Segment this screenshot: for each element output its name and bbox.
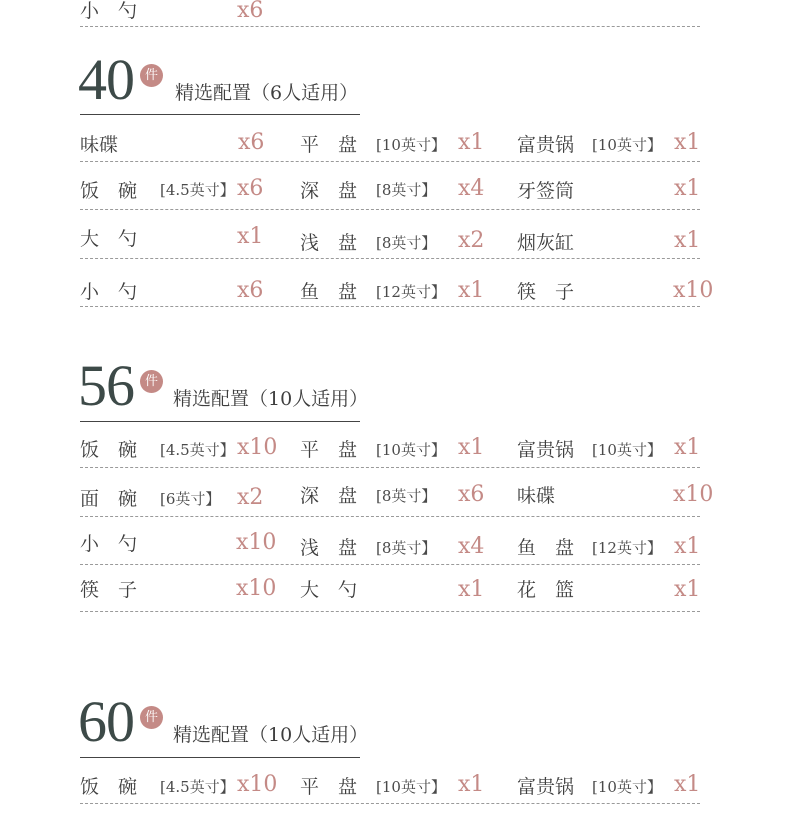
item-spec: [8英寸】 — [376, 181, 437, 199]
item-quantity: x6 — [237, 0, 264, 23]
piece-count: 56 — [78, 353, 134, 418]
section-title: 精选配置（6人适用） — [175, 82, 359, 104]
item-name: 富贵锅 — [517, 776, 575, 798]
item-name: 平 盘 — [300, 134, 358, 156]
item-quantity: x1 — [237, 224, 264, 249]
item-quantity: x4 — [458, 534, 485, 559]
item-quantity: x6 — [237, 176, 264, 201]
item-name: 深 盘 — [300, 485, 358, 507]
unit-badge: 件 — [140, 370, 163, 393]
item-quantity: x10 — [237, 435, 278, 460]
item-quantity: x2 — [458, 228, 485, 253]
item-name: 饭 碗 — [80, 439, 138, 461]
item-name: 富贵锅 — [517, 439, 575, 461]
item-quantity: x4 — [458, 176, 485, 201]
item-name: 小 勺 — [80, 533, 138, 555]
item-name: 味碟 — [80, 134, 119, 156]
item-name: 牙签筒 — [517, 180, 575, 202]
item-name: 烟灰缸 — [517, 232, 575, 254]
item-name: 味碟 — [517, 485, 556, 507]
item-spec: [12英寸】 — [376, 283, 446, 301]
piece-count: 40 — [78, 47, 134, 112]
item-spec: [10英寸】 — [376, 136, 446, 154]
item-quantity: x1 — [458, 278, 485, 303]
item-quantity: x1 — [674, 176, 701, 201]
item-name: 平 盘 — [300, 776, 358, 798]
row-divider — [80, 467, 700, 468]
item-name: 富贵锅 — [517, 134, 575, 156]
item-quantity: x2 — [237, 485, 264, 510]
item-quantity: x1 — [674, 534, 701, 559]
unit-badge: 件 — [140, 64, 163, 87]
item-name: 筷 子 — [80, 579, 138, 601]
item-name: 小 勺 — [80, 0, 138, 22]
title-underline — [80, 114, 360, 115]
item-name: 大 勺 — [80, 228, 138, 250]
item-spec: [10英寸】 — [376, 441, 446, 459]
row-divider — [80, 611, 700, 612]
item-quantity: x6 — [237, 278, 264, 303]
item-spec: [4.5英寸】 — [160, 778, 235, 796]
item-quantity: x1 — [674, 130, 701, 155]
item-quantity: x1 — [674, 435, 701, 460]
item-quantity: x6 — [238, 130, 265, 155]
row-divider — [80, 161, 700, 162]
item-spec: [10英寸】 — [376, 778, 446, 796]
item-spec: [4.5英寸】 — [160, 181, 235, 199]
item-name: 饭 碗 — [80, 776, 138, 798]
row-divider — [80, 209, 700, 210]
title-underline — [80, 757, 360, 758]
item-name: 筷 子 — [517, 281, 575, 303]
item-quantity: x1 — [458, 772, 485, 797]
item-name: 鱼 盘 — [300, 281, 358, 303]
item-name: 大 勺 — [300, 579, 358, 601]
title-underline — [80, 421, 360, 422]
item-spec: [10英寸】 — [592, 136, 662, 154]
item-quantity: x1 — [674, 772, 701, 797]
row-divider — [80, 803, 700, 804]
item-name: 面 碗 — [80, 488, 138, 510]
item-quantity: x1 — [674, 228, 701, 253]
item-name: 小 勺 — [80, 281, 138, 303]
item-spec: [8英寸】 — [376, 234, 437, 252]
item-quantity: x10 — [237, 772, 278, 797]
item-name: 鱼 盘 — [517, 537, 575, 559]
item-name: 饭 碗 — [80, 180, 138, 202]
item-spec: [8英寸】 — [376, 539, 437, 557]
item-spec: [10英寸】 — [592, 441, 662, 459]
item-quantity: x6 — [458, 482, 485, 507]
item-name: 平 盘 — [300, 439, 358, 461]
piece-count: 60 — [78, 689, 134, 754]
row-divider — [80, 306, 700, 307]
item-spec: [4.5英寸】 — [160, 441, 235, 459]
item-name: 深 盘 — [300, 180, 358, 202]
item-spec: [10英寸】 — [592, 778, 662, 796]
item-quantity: x10 — [236, 576, 277, 601]
row-divider — [80, 564, 700, 565]
row-divider — [80, 516, 700, 517]
unit-badge: 件 — [140, 706, 163, 729]
item-quantity: x1 — [458, 435, 485, 460]
item-quantity: x10 — [236, 530, 277, 555]
item-spec: [6英寸】 — [160, 490, 221, 508]
section-title: 精选配置（10人适用） — [173, 388, 369, 410]
row-divider — [80, 26, 700, 27]
item-quantity: x1 — [458, 130, 485, 155]
item-name: 浅 盘 — [300, 537, 358, 559]
item-quantity: x1 — [458, 577, 485, 602]
item-spec: [8英寸】 — [376, 487, 437, 505]
section-title: 精选配置（10人适用） — [173, 724, 369, 746]
item-quantity: x10 — [673, 482, 714, 507]
item-name: 浅 盘 — [300, 232, 358, 254]
item-quantity: x1 — [674, 577, 701, 602]
item-name: 花 篮 — [517, 579, 575, 601]
item-quantity: x10 — [673, 278, 714, 303]
item-spec: [12英寸】 — [592, 539, 662, 557]
row-divider — [80, 258, 700, 259]
